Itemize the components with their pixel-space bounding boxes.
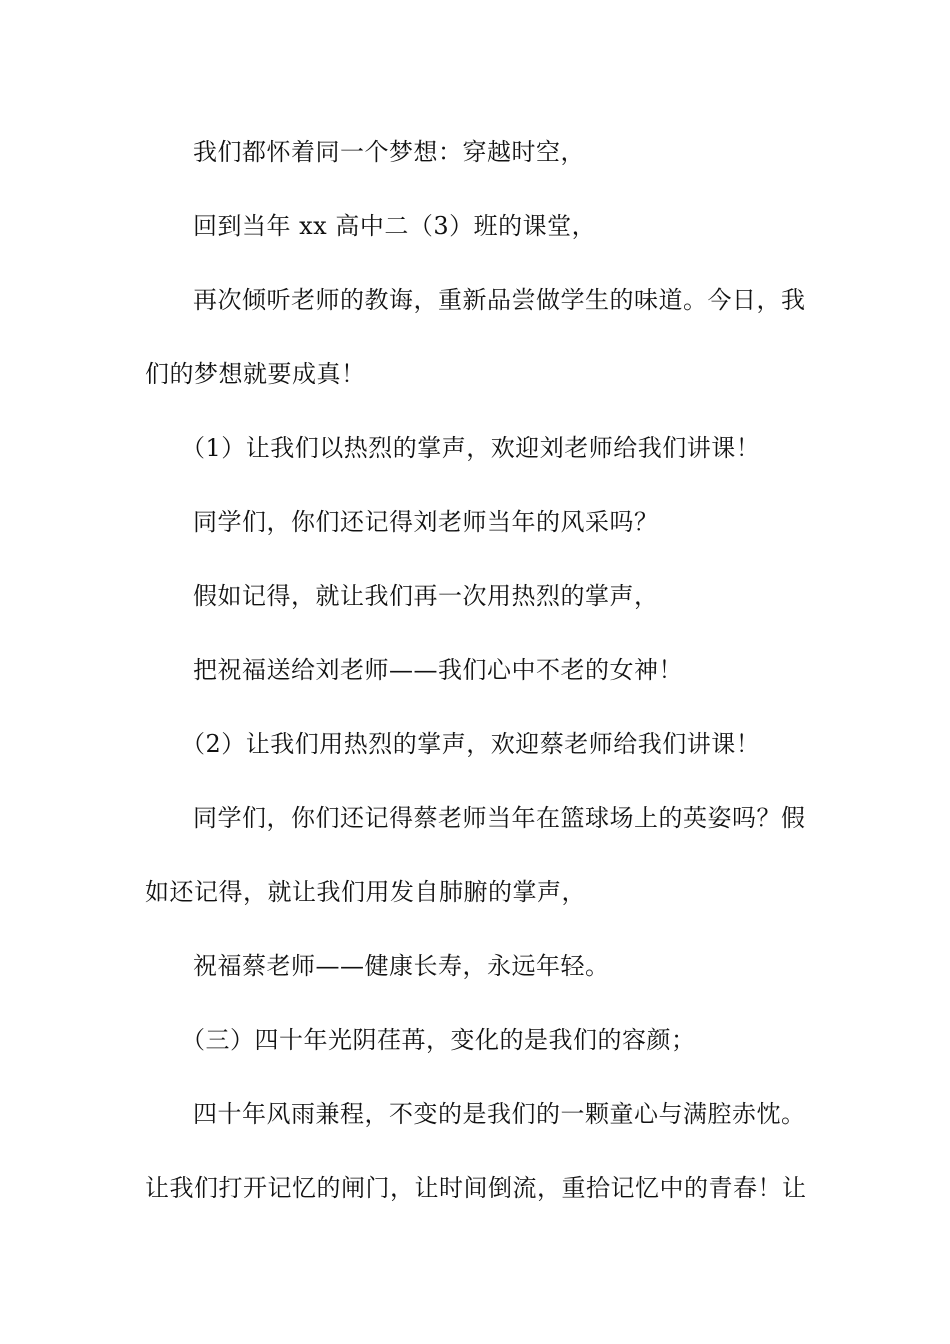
text-line-1: 我们都怀着同一个梦想：穿越时空，	[193, 138, 585, 166]
text-line-14: 四十年风雨兼程，不变的是我们的一颗童心与满腔赤忱。	[193, 1100, 806, 1128]
text-line-8: 把祝福送给刘老师——我们心中不老的女神！	[193, 656, 683, 684]
text-line-2: 回到当年 xx 高中二（3）班的课堂，	[193, 212, 597, 240]
text-line-9: （2）让我们用热烈的掌声，欢迎蔡老师给我们讲课！	[181, 730, 761, 758]
text-line-6: 同学们，你们还记得刘老师当年的风采吗？	[193, 508, 659, 536]
text-line-15: 让我们打开记忆的闸门，让时间倒流，重拾记忆中的青春！让	[145, 1174, 807, 1202]
text-line-7: 假如记得，就让我们再一次用热烈的掌声，	[193, 582, 659, 610]
text-line-5: （1）让我们以热烈的掌声，欢迎刘老师给我们讲课！	[181, 434, 761, 462]
text-line-3: 再次倾听老师的教诲，重新品尝做学生的味道。今日，我	[193, 286, 806, 314]
text-line-4: 们的梦想就要成真！	[145, 360, 366, 388]
text-line-10: 同学们，你们还记得蔡老师当年在篮球场上的英姿吗？假	[193, 804, 806, 832]
text-line-12: 祝福蔡老师——健康长寿，永远年轻。	[193, 952, 610, 980]
text-line-11: 如还记得，就让我们用发自肺腑的掌声，	[145, 878, 586, 906]
text-line-13: （三）四十年光阴荏苒，变化的是我们的容颜；	[181, 1026, 696, 1054]
